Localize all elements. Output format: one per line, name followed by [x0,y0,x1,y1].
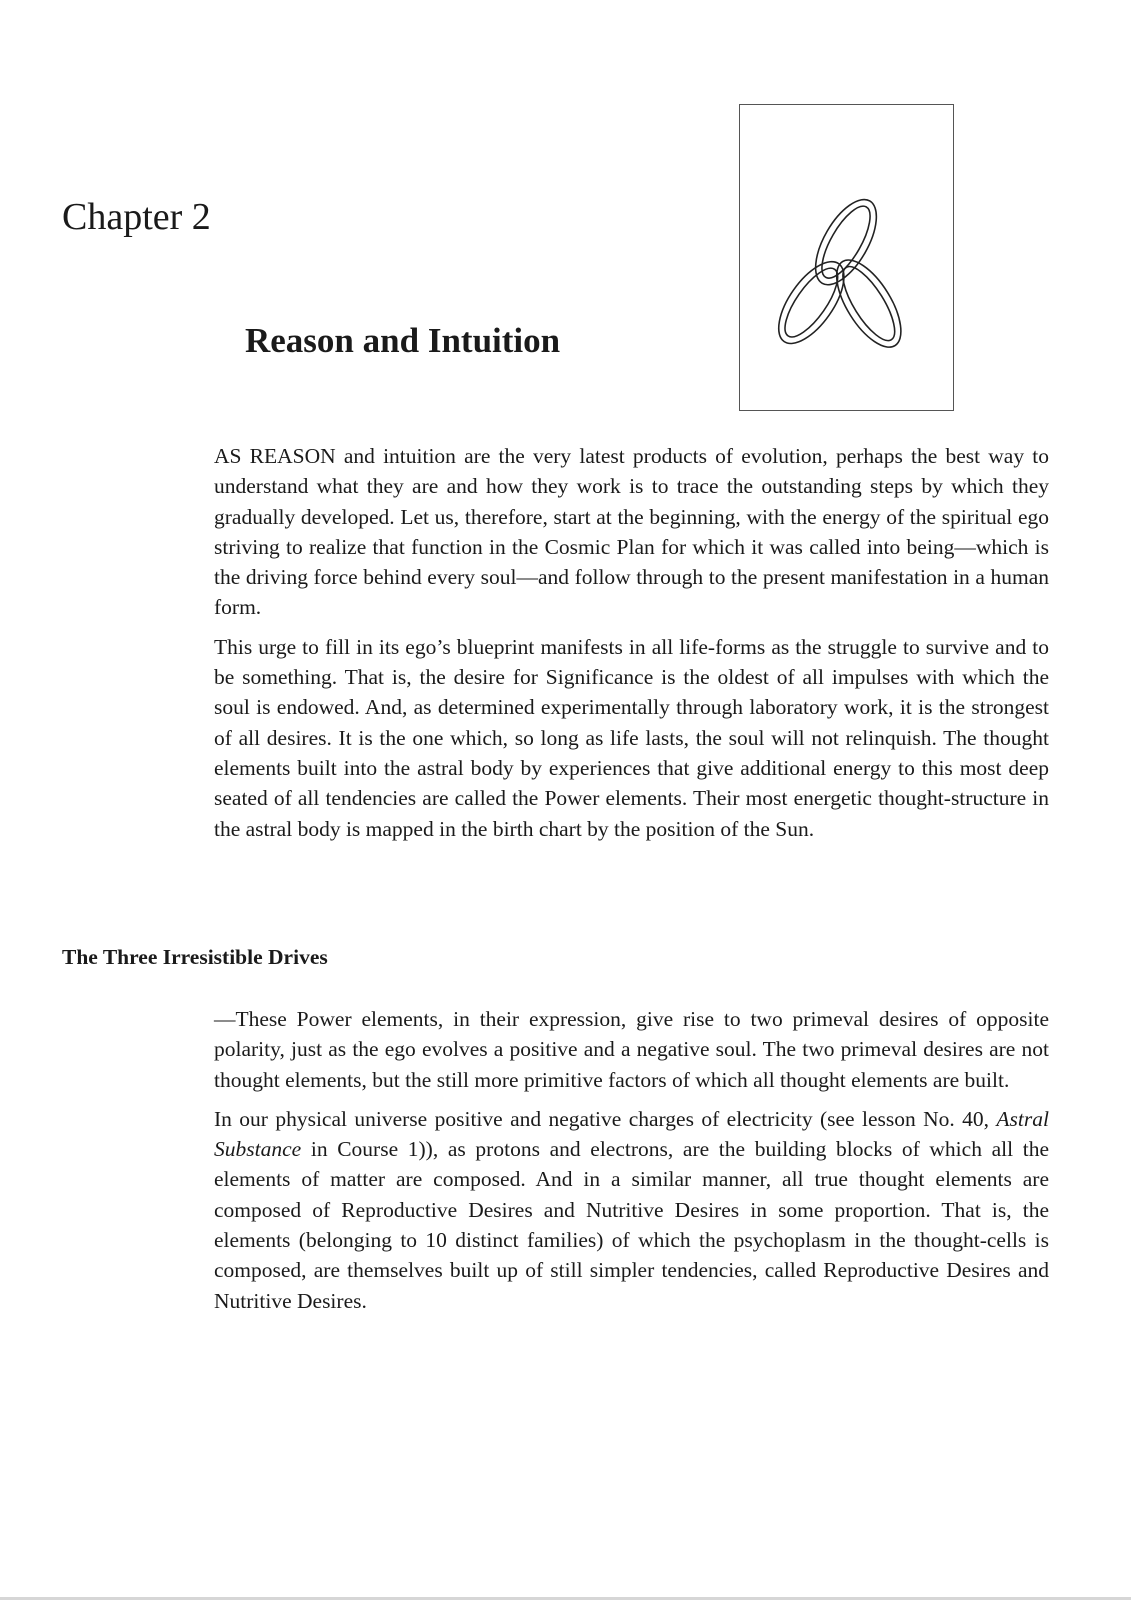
text-run: in Course 1)), as protons and electrons, are the building blocks of which all the elements of matter are composed. And in a similar manner, all true thought elements are composed of Reproductive Desires and Nutritive Desires in some proportion. That is, the elements (belonging to 10 distinct families) of which the psychoplasm in the thought-cells is composed, are themselves built up of still simpler tendencies, called Reproductive Desires and Nutritive Desires. [214,1137,1049,1313]
text-run: In our physical universe positive and negative charges of electricity (see lesson No. 40, [214,1106,997,1131]
chapter-emblem-frame [739,104,954,411]
paragraph: This urge to fill in its ego’s blueprint manifests in all life-forms as the struggle to survive and to be something. That is, the desire for Significance is the oldest of all impulses with which the soul is endowed. And, as determined experimentally through laboratory work, it is the strongest of all desires. It is the one which, so long as life lasts, the soul will not relinquish. The thought elements built into the astral body by experiences that give additional energy to this most deep seated of all tendencies are called the Power elements. Their most energetic thought-structure in the astral body is mapped in the birth chart by the position of the Sun. [214,634,1049,841]
italic-course-title: Astral Substance [214,1106,1049,1162]
paragraph: —These Power elements, in their expression, give rise to two primeval desires of opposite polarity, just as the ego evolves a positive and a negative soul. The two primeval desires are not thought elements, but the still more primitive factors of which all thought elements are built. [214,1007,1049,1092]
paragraph [214,1104,1049,1316]
paragraph: AS REASON and intuition are the very latest products of evolution, perhaps the best way to understand what they are and how they work is to trace the outstanding steps by which they gradually developed. Let us, therefore, start at the beginning, with the energy of the spiritual ego striving to realize that function in the Cosmic Plan for which it was called into being—which is the driving force behind every soul—and follow through to the present manifestation in a human form. [214,444,1049,620]
section-heading: The Three Irresistible Drives [62,945,328,969]
section-2-body [214,1004,1049,1325]
chapter-title: Reason and Intuition [245,321,561,360]
section-1-body [214,441,1049,853]
interlinked-rings-icon [740,105,953,410]
chapter-label: Chapter 2 [62,196,211,238]
